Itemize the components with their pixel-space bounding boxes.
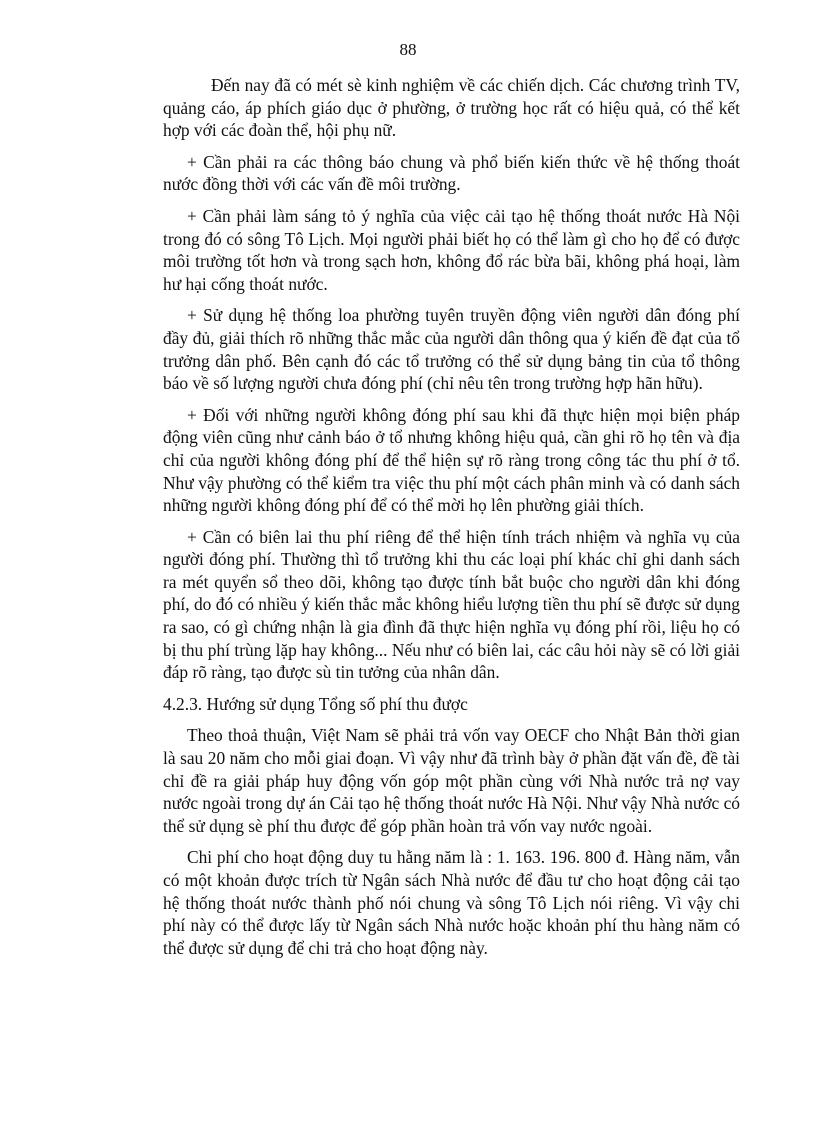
paragraph-intro: Đến nay đã có mét sè kinh nghiệm về các chiến dịch. Các chương trình TV, quảng cáo, áp phích giáo dục ở phường, ở trường học rất có hiệu quả, có thể kết hợp với các đoàn thể, hội phụ nữ. <box>163 75 740 141</box>
page-number: 88 <box>399 40 417 59</box>
paragraph-maintenance-cost: Chi phí cho hoạt động duy tu hằng năm là : 1. 163. 196. 800 đ. Hàng năm, vẫn có một khoản được trích từ Ngân sách Nhà nước để đầu tư cho hoạt động cải tạo hệ thống thoát nước thành phố nói chung và sông Tô Lịch nói riêng. Vì vậy chi phí này có thể được lấy từ Ngân sách Nhà nước hoặc khoản phí thu hàng năm có thể được sử dụng để chi trả cho hoạt động này. <box>163 847 740 958</box>
paragraph-bullet-announcements: + Cần phải ra các thông báo chung và phổ biến kiến thức về hệ thống thoát nước đồng thời với các vấn đề môi trường. <box>163 151 740 195</box>
paragraph-bullet-receipts: + Cần có biên lai thu phí riêng để thể hiện tính trách nhiệm và nghĩa vụ của người đóng phí. Thường thì tổ trưởng khi thu các loại phí khác chỉ ghi danh sách ra mét quyển sổ theo dõi, không tạo được tính bắt buộc cho người dân khi đóng phí, do đó có nhiều ý kiến thắc mắc không hiểu lượng tiền thu phí sẽ được sử dụng ra sao, có gì chứng nhận là gia đình đã thực hiện nghĩa vụ đóng phí rồi, liệu họ có bị thu phí trùng lặp hay không... Nếu như có biên lai, các câu hỏi này sẽ có lời giải đáp rõ ràng, tạo được sù tin tưởng của nhân dân. <box>163 526 740 683</box>
paragraph-oecf-loan: Theo thoả thuận, Việt Nam sẽ phải trả vốn vay OECF cho Nhật Bản thời gian là sau 20 năm cho mỗi giai đoạn. Vì vậy như đã trình bày ở phần đặt vấn đề, đề tài chỉ đề ra giải pháp huy động vốn góp một phần cùng với Nhà nước trả nợ vay nước ngoài trong dự án Cải tạo hệ thống thoát nước Hà Nội. Như vậy Nhà nước có thể sử dụng sè phí thu được để góp phần hoàn trả vốn vay nước ngoài. <box>163 725 740 836</box>
section-heading: 4.2.3. Hướng sử dụng Tổng số phí thu được <box>163 693 468 714</box>
paragraph-bullet-loudspeaker: + Sử dụng hệ thống loa phường tuyên truyền động viên người dân đóng phí đầy đủ, giải thích rõ những thắc mắc của người dân thông qua ý kiến đề đạt của tổ trưởng dân phố. Bên cạnh đó các tổ trưởng có thể sử dụng bảng tin của tổ thông báo về số lượng người chưa đóng phí (chỉ nêu tên trong trường hợp hãn hữu). <box>163 305 740 394</box>
paragraph-bullet-clarify: + Cần phải làm sáng tỏ ý nghĩa của việc cải tạo hệ thống thoát nước Hà Nội trong đó có sông Tô Lịch. Mọi người phải biết họ có thể làm gì cho họ để có được môi trường tốt hơn và trong sạch hơn, không đổ rác bừa bãi, không phá hoại, làm hư hại cống thoát nước. <box>163 205 740 294</box>
paragraph-bullet-non-payers: + Đối với những người không đóng phí sau khi đã thực hiện mọi biện pháp động viên cũng như cảnh báo ở tổ nhưng không hiệu quả, cần ghi rõ họ tên và địa chỉ của người không đóng phí để thể hiện sự rõ ràng trong công tác thu phí ở tổ. Như vậy phường có thể kiểm tra việc thu phí một cách phân minh và có danh sách những người không đóng phí để có thể mời họ lên phường giải thích. <box>163 404 740 516</box>
body-text <box>163 74 740 968</box>
